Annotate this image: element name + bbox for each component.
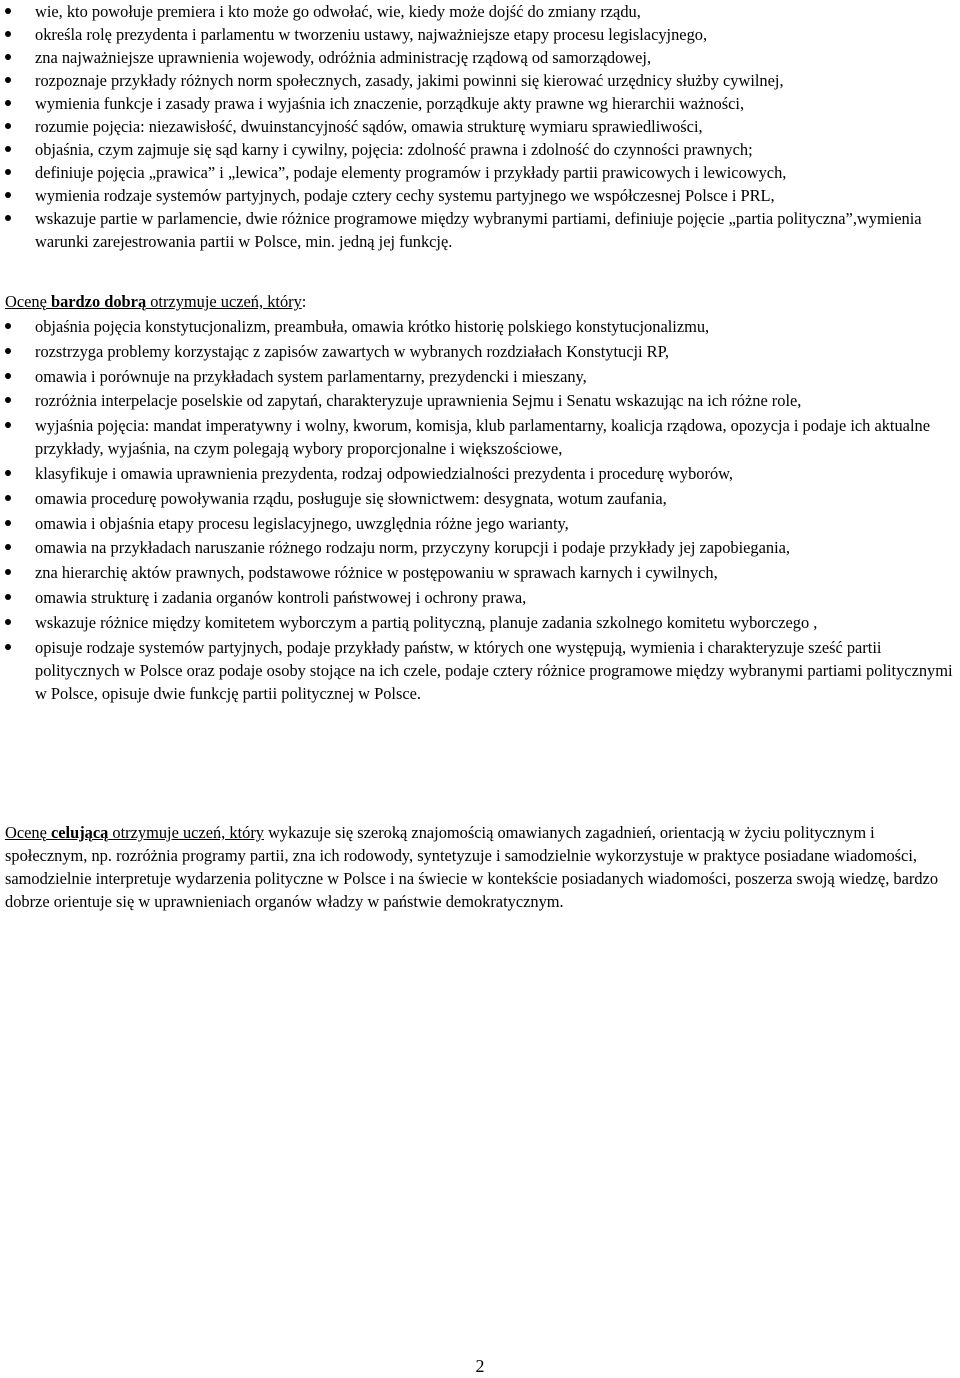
list-item: objaśnia pojęcia konstytucjonalizm, preambuła, omawia krótko historię polskiego konstytucjonalizmu, xyxy=(0,315,958,338)
list-item: wyjaśnia pojęcia: mandat imperatywny i wolny, kworum, komisja, klub parlamentarny, koalicja rządowa, opozycja i podaje ich aktualne przykłady, wyjaśnia, na czym polegają wybory proporcjonalne i większościowe, xyxy=(0,414,958,460)
heading-prefix: Ocenę xyxy=(5,823,51,842)
list-item: opisuje rodzaje systemów partyjnych, podaje przykłady państw, w których one występują, wymienia i charakteryzuje sześć partii politycznych w Polsce oraz podaje osoby stojące na ich czele, podaje cztery różnice programowe między wybranymi partiami politycznymi w Polsce, opisuje dwie funkcję partii politycznej w Polsce. xyxy=(0,636,958,705)
list-item: rozumie pojęcia: niezawisłość, dwuinstancyjność sądów, omawia strukturę wymiaru sprawiedliwości, xyxy=(0,115,958,138)
grade-name: bardzo dobrą xyxy=(50,292,147,311)
grade-name: celującą xyxy=(50,823,109,842)
list-item: omawia na przykładach naruszanie różnego rodzaju norm, przyczyny korupcji i podaje przykłady jej zapobiegania, xyxy=(0,536,958,559)
list-item: klasyfikuje i omawia uprawnienia prezydenta, rodzaj odpowiedzialności prezydenta i procedurę wyborów, xyxy=(0,462,958,485)
list-item: wymienia funkcje i zasady prawa i wyjaśnia ich znaczenie, porządkuje akty prawne wg hierarchii ważności, xyxy=(0,92,958,115)
list-item: omawia i objaśnia etapy procesu legislacyjnego, uwzględnia różne jego warianty, xyxy=(0,512,958,535)
requirements-list-previous-grade xyxy=(0,0,958,253)
page-number: 2 xyxy=(475,1356,485,1376)
list-item: rozróżnia interpelacje poselskie od zapytań, charakteryzuje uprawnienia Sejmu i Senatu wskazując na ich różne role, xyxy=(0,389,958,412)
list-item: omawia i porównuje na przykładach system parlamentarny, prezydencki i mieszany, xyxy=(0,365,958,388)
requirements-list-very-good xyxy=(0,315,958,706)
list-item: omawia strukturę i zadania organów kontroli państwowej i ochrony prawa, xyxy=(0,586,958,609)
heading-colon: : xyxy=(301,292,307,311)
list-item: wie, kto powołuje premiera i kto może go odwołać, wie, kiedy może dojść do zmiany rządu, xyxy=(0,0,958,23)
list-item: definiuje pojęcia „prawica” i „lewica”, podaje elementy programów i przykłady partii prawicowych i lewicowych, xyxy=(0,161,958,184)
list-item: rozstrzyga problemy korzystając z zapisów zawartych w wybranych rozdziałach Konstytucji RP, xyxy=(0,340,958,363)
heading-suffix: otrzymuje uczeń, który xyxy=(146,292,302,311)
paragraph-text: wykazuje się szeroką znajomością omawianych zagadnień, orientacją w życiu politycznym i społecznym, np. rozróżnia programy partii, zna ich rodowody, syntetyzuje i samodzielnie wykorzystuje w praktyce posiadane wiadomości, samodzielnie interpretuje wydarzenia polityczne w Polsce i na świecie w kontekście posiadanych wiadomości, poszerza swoją wiedzę, bardzo dobrze orientuje się w uprawnieniach organów władzy w państwie demokratycznym. xyxy=(5,823,939,911)
list-item: objaśnia, czym zajmuje się sąd karny i cywilny, pojęcia: zdolność prawna i zdolność do czynności prawnych; xyxy=(0,138,958,161)
list-item: określa rolę prezydenta i parlamentu w tworzeniu ustawy, najważniejsze etapy procesu legislacyjnego, xyxy=(0,23,958,46)
list-item: wymienia rodzaje systemów partyjnych, podaje cztery cechy systemu partyjnego we współczesnej Polsce i PRL, xyxy=(0,184,958,207)
grade-excellent-paragraph xyxy=(5,821,955,913)
heading-suffix: otrzymuje uczeń, który xyxy=(108,823,264,842)
grade-very-good-heading xyxy=(5,290,955,313)
list-item: wskazuje różnice między komitetem wyborczym a partią polityczną, planuje zadania szkolnego komitetu wyborczego , xyxy=(0,611,958,634)
list-item: omawia procedurę powoływania rządu, posługuje się słownictwem: desygnata, wotum zaufania, xyxy=(0,487,958,510)
heading-prefix: Ocenę xyxy=(5,292,51,311)
list-item: zna najważniejsze uprawnienia wojewody, odróżnia administrację rządową od samorządowej, xyxy=(0,46,958,69)
list-item: rozpoznaje przykłady różnych norm społecznych, zasady, jakimi powinni się kierować urzędnicy służby cywilnej, xyxy=(0,69,958,92)
list-item: wskazuje partie w parlamencie, dwie różnice programowe między wybranymi partiami, definiuje pojęcie „partia polityczna”,wymienia warunki zarejestrowania partii w Polsce, min. jedną jej funkcję. xyxy=(0,207,958,253)
list-item: zna hierarchię aktów prawnych, podstawowe różnice w postępowaniu w sprawach karnych i cywilnych, xyxy=(0,561,958,584)
